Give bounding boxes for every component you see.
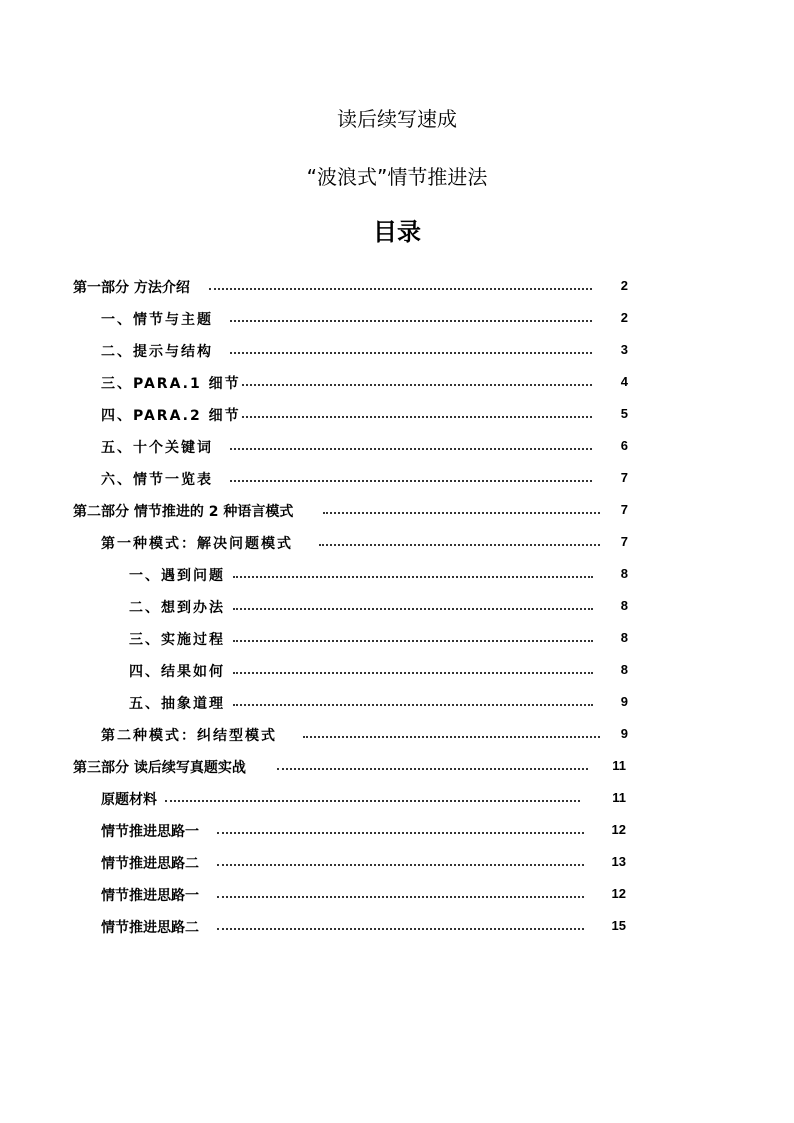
toc-leader-dots: [242, 381, 592, 386]
toc-entry[interactable]: [129, 562, 633, 586]
toc-page-number: 7: [620, 534, 628, 549]
toc-entry-label: 三、实施过程: [129, 632, 225, 648]
toc-heading: 目录: [373, 218, 421, 246]
toc-leader-dots: [233, 669, 593, 674]
toc-page-number: 8: [620, 662, 628, 677]
toc-entry[interactable]: [101, 882, 633, 906]
toc-entry-label: 情节推进思路二: [101, 856, 199, 872]
toc-page-number: 2: [620, 278, 628, 293]
toc-leader-dots: [230, 317, 592, 322]
toc-entry-label: 三、PARA.1 细节: [101, 376, 241, 392]
toc-leader-dots: [230, 477, 592, 482]
toc-leader-dots: [217, 925, 584, 930]
toc-page-number: 5: [620, 406, 628, 421]
toc-leader-dots: [242, 413, 592, 418]
toc-entry[interactable]: [101, 818, 633, 842]
toc-entry-label: 一、遇到问题: [129, 568, 225, 584]
toc-page-number: 12: [611, 822, 626, 837]
toc-leader-dots: [165, 797, 580, 802]
toc-entry-part3[interactable]: [73, 754, 633, 778]
toc-entry-part1[interactable]: [73, 274, 633, 298]
toc-leader-dots: [323, 509, 600, 514]
toc-entry-label: 原题材料: [101, 792, 157, 808]
toc-entry-label: 五、抽象道理: [129, 696, 225, 712]
toc-leader-dots: [230, 349, 592, 354]
toc-entry[interactable]: [129, 690, 633, 714]
toc-page-number: 8: [620, 566, 628, 581]
toc-entry-label: 情节推进思路一: [101, 824, 199, 840]
toc-entry[interactable]: [101, 530, 633, 554]
toc-entry-label: 第一种模式：解决问题模式: [101, 536, 293, 552]
toc-leader-dots: [233, 605, 593, 610]
toc-page-number: 2: [620, 310, 628, 325]
toc-entry-label: 第三部分 读后续写真题实战: [73, 760, 246, 776]
toc-entry[interactable]: [101, 370, 633, 394]
toc-entry[interactable]: [129, 626, 633, 650]
toc-entry-label: 二、提示与结构: [101, 344, 213, 360]
toc-page-number: 12: [611, 886, 626, 901]
toc-entry[interactable]: [101, 306, 633, 330]
toc-page-number: 9: [620, 694, 628, 709]
document-subtitle: “波浪式”情节推进法: [306, 165, 488, 189]
toc-entry[interactable]: [101, 914, 633, 938]
toc-leader-dots: [319, 541, 600, 546]
toc-entry-label: 二、想到办法: [129, 600, 225, 616]
toc-leader-dots: [217, 829, 584, 834]
toc-page-number: 7: [620, 470, 628, 485]
toc-page-number: 11: [612, 758, 626, 773]
toc-page-number: 8: [620, 598, 628, 613]
toc-entry-label: 四、PARA.2 细节: [101, 408, 241, 424]
toc-entry-label: 五、十个关键词: [101, 440, 213, 456]
toc-leader-dots: [230, 445, 592, 450]
toc-entry[interactable]: [129, 594, 633, 618]
toc-page-number: 3: [620, 342, 628, 357]
toc-page-number: 15: [611, 918, 626, 933]
toc-leader-dots: [303, 733, 600, 738]
toc-entry-part2[interactable]: [73, 498, 633, 522]
toc-entry[interactable]: [101, 338, 633, 362]
toc-page-number: 8: [620, 630, 628, 645]
toc-entry[interactable]: [129, 658, 633, 682]
toc-entry[interactable]: [101, 786, 633, 810]
toc-page-number: 4: [620, 374, 628, 389]
toc-page-number: 6: [620, 438, 628, 453]
document-title: 读后续写速成: [337, 107, 457, 131]
toc-entry[interactable]: [101, 402, 633, 426]
toc-entry-label: 四、结果如何: [129, 664, 225, 680]
toc-entry-label: 情节推进思路一: [101, 888, 199, 904]
toc-entry-label: 情节推进思路二: [101, 920, 199, 936]
toc-entry[interactable]: [101, 434, 633, 458]
toc-leader-dots: [209, 285, 592, 290]
toc-entry[interactable]: [101, 722, 633, 746]
toc-entry-label: 第二种模式：纠结型模式: [101, 728, 277, 744]
toc-leader-dots: [217, 861, 584, 866]
toc-entry-label: 一、情节与主题: [101, 312, 213, 328]
toc-page-number: 9: [620, 726, 628, 741]
toc-entry[interactable]: [101, 850, 633, 874]
toc-leader-dots: [233, 701, 593, 706]
toc-page-number: 11: [612, 790, 626, 805]
toc-leader-dots: [217, 893, 584, 898]
toc-entry[interactable]: [101, 466, 633, 490]
toc-page-number: 13: [611, 854, 626, 869]
toc-leader-dots: [233, 637, 593, 642]
toc-entry-label: 第二部分 情节推进的 2 种语言模式: [73, 504, 294, 520]
toc-leader-dots: [233, 573, 593, 578]
toc-leader-dots: [277, 765, 588, 770]
toc-entry-label: 第一部分 方法介绍: [73, 280, 190, 296]
toc-entry-label: 六、情节一览表: [101, 472, 213, 488]
toc-page-number: 7: [620, 502, 628, 517]
